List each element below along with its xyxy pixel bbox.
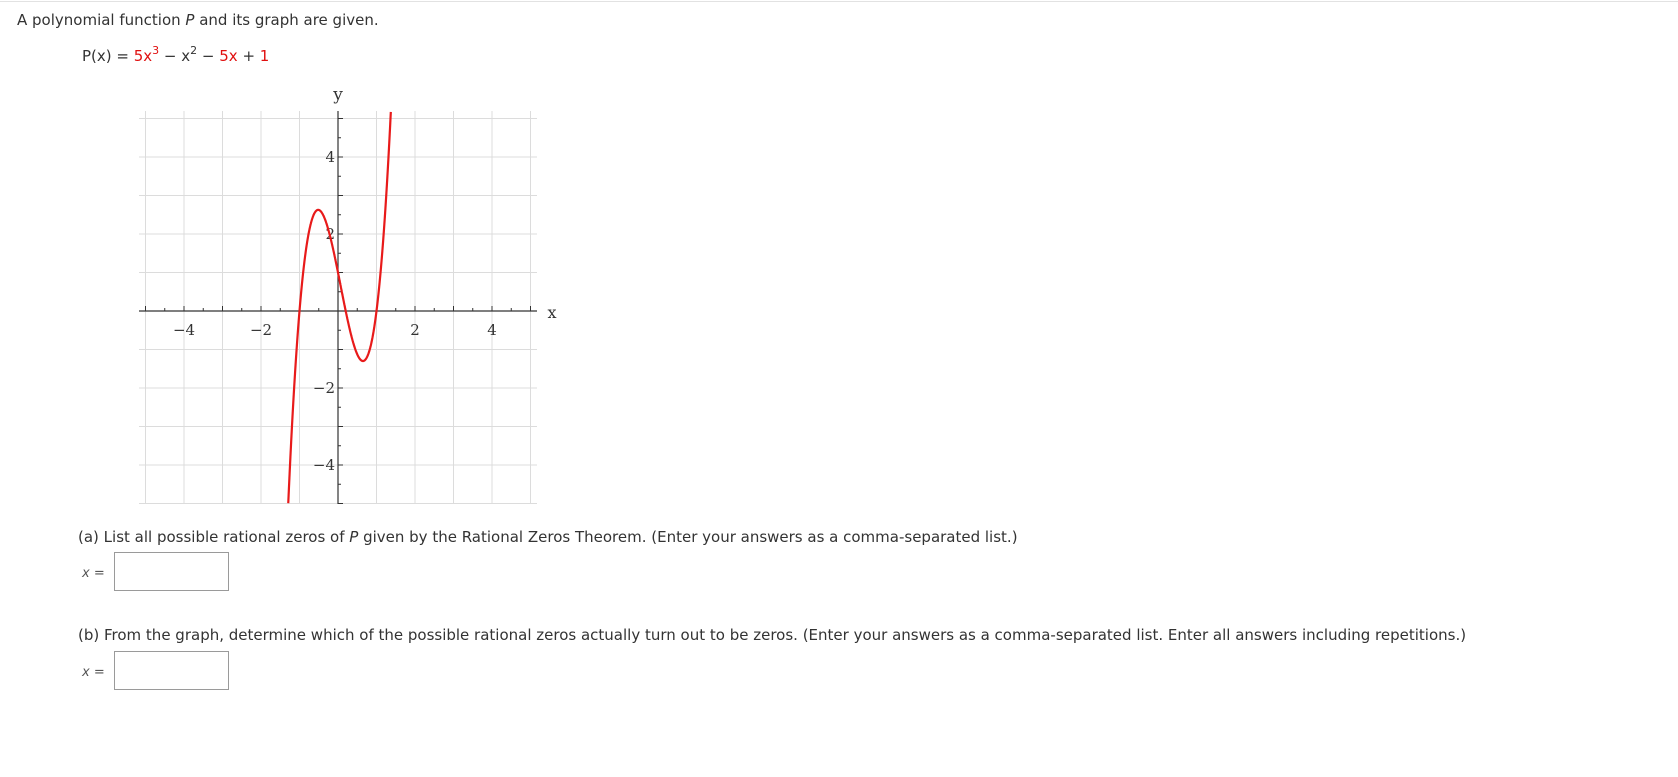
formula-sep-2: − xyxy=(197,47,220,65)
formula-sep-3: + xyxy=(237,47,260,65)
x-tick-label: −4 xyxy=(172,321,196,339)
formula-sep-1: − xyxy=(159,47,182,65)
answer-a-input[interactable] xyxy=(114,552,229,591)
x-tick-label: 2 xyxy=(410,321,420,339)
intro-text-pre: A polynomial function xyxy=(17,11,186,29)
answer-a-label: x = xyxy=(82,566,105,581)
formula-term-1-exponent: 3 xyxy=(152,44,160,57)
question-a-text-post: given by the Rational Zeros Theorem. (Enter your answers as a comma-separated list.) xyxy=(358,528,1018,546)
formula-term-4: 1 xyxy=(259,47,270,65)
polynomial-graph xyxy=(130,80,570,516)
intro-variable: P xyxy=(185,11,195,29)
question-a xyxy=(78,527,1018,547)
formula-lhs: P(x) = xyxy=(82,47,134,65)
y-tick-label: −4 xyxy=(312,456,335,474)
x-tick-label: −2 xyxy=(249,321,273,339)
y-tick-label: 4 xyxy=(325,148,335,166)
axes xyxy=(139,111,537,504)
y-tick-label: 2 xyxy=(325,225,335,243)
formula-term-3: 5x xyxy=(219,47,238,65)
top-divider xyxy=(0,1,1678,2)
question-b-text: (b) From the graph, determine which of the possible rational zeros actually turn out to be zeros. (Enter your answers as a comma-separated list. Enter all answers including repetitions.) xyxy=(78,626,1467,644)
answer-b-label: x = xyxy=(82,665,105,680)
question-a-text-pre: (a) List all possible rational zeros of xyxy=(78,528,350,546)
formula-term-2-exponent: 2 xyxy=(190,44,198,57)
answer-b-input[interactable] xyxy=(114,651,229,690)
formula-term-1: 5x xyxy=(133,47,153,65)
intro-text-post: and its graph are given. xyxy=(194,11,379,29)
question-b xyxy=(78,625,1466,645)
y-axis-label: y xyxy=(333,85,343,105)
x-axis-label: x xyxy=(547,303,557,322)
polynomial-formula xyxy=(82,42,269,66)
y-tick-label: −2 xyxy=(312,379,335,397)
formula-term-2: x xyxy=(181,47,191,65)
x-tick-label: 4 xyxy=(487,321,497,339)
polynomial-curve xyxy=(288,112,391,503)
problem-intro xyxy=(17,10,379,30)
question-a-variable: P xyxy=(349,528,359,546)
